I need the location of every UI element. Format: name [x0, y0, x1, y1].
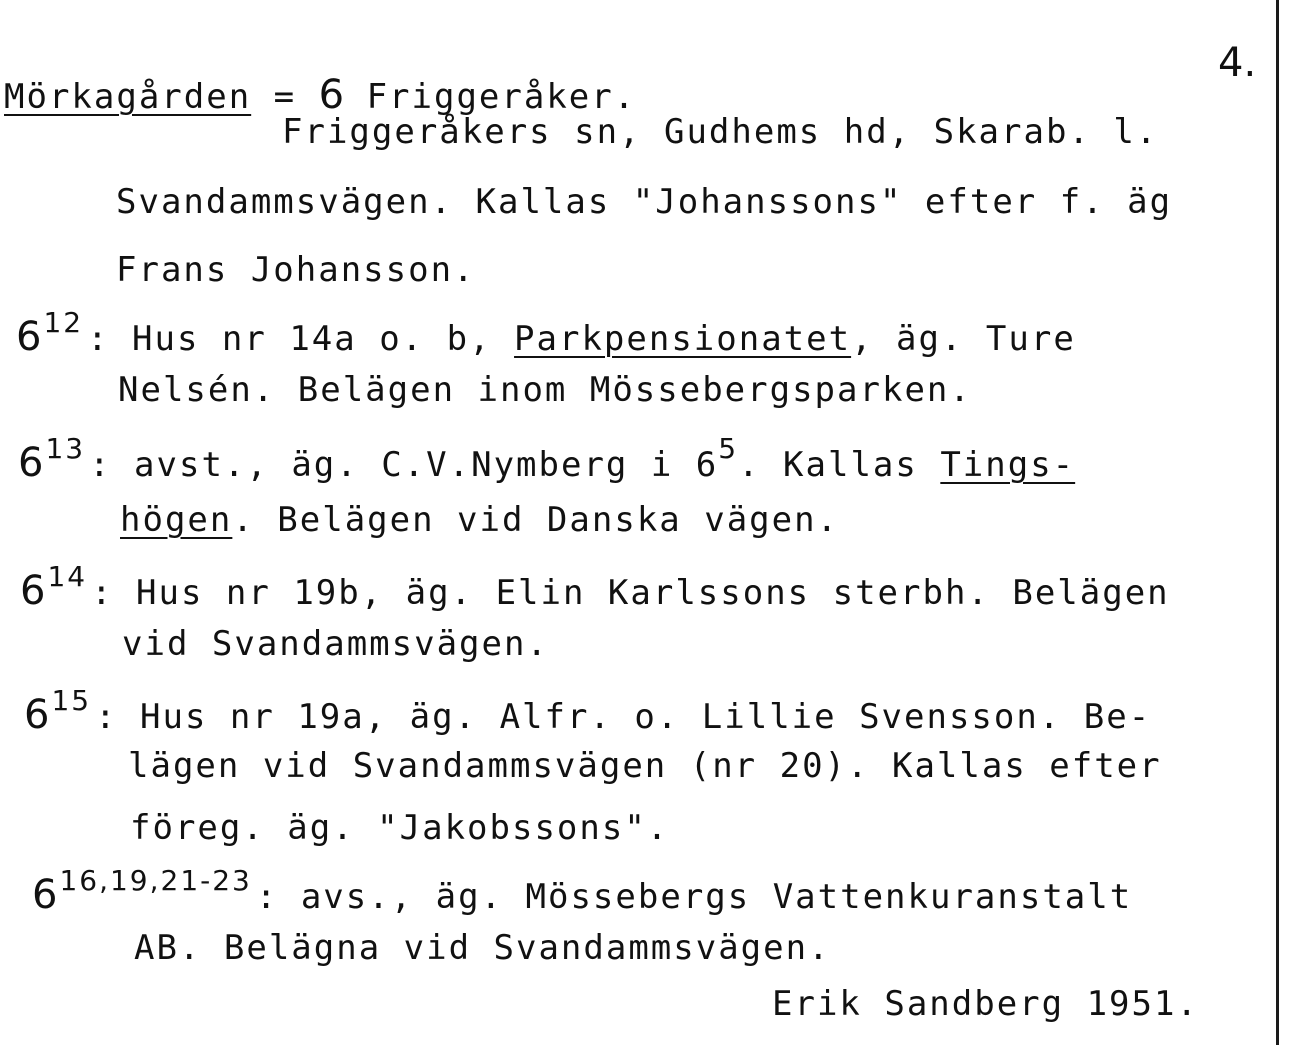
place-name: Mörkagården: [4, 77, 252, 117]
entry-lot-14: $6^{14}$ : Hus nr 19b, äg. Elin Karlssons sterbh. Belägen: [20, 560, 1170, 614]
entry-underlined-name: högen: [120, 500, 233, 540]
lot-number: 6: [24, 692, 52, 738]
entry-text: Hus nr 14a o. b,: [132, 319, 515, 359]
entry-lot-15: $6^{15}$ : Hus nr 19a, äg. Alfr. o. Lillie Svensson. Be-: [24, 684, 1152, 738]
lot-superscript: 15: [51, 684, 92, 717]
parcel-name: Friggeråker.: [366, 77, 637, 117]
entry-15-line-3: föreg. äg. "Jakobssons".: [130, 808, 670, 848]
equals-sign: =: [273, 77, 297, 117]
lot-number: 6: [32, 872, 60, 918]
entry-text: . Kallas: [738, 445, 941, 485]
entry-14-line-2: vid Svandammsvägen.: [122, 624, 549, 664]
card-edge-line: [1276, 0, 1279, 1045]
lot-superscript: 12: [43, 306, 84, 339]
parcel-number: 6: [318, 72, 345, 118]
intro-line-2: Frans Johansson.: [116, 250, 476, 290]
entry-16-line-2: AB. Belägna vid Svandammsvägen.: [134, 928, 831, 968]
card-number: 4.: [1218, 40, 1257, 86]
entry-underlined-name: Parkpensionatet: [514, 319, 852, 359]
lot-superscript: 14: [47, 560, 88, 593]
lot-superscript: 16,19,21-23: [59, 864, 252, 897]
entry-text: . Belägen vid Danska vägen.: [232, 500, 840, 540]
entry-text: avst., äg. C.V.Nymberg i 6: [134, 445, 719, 485]
entry-15-line-2: lägen vid Svandammsvägen (nr 20). Kallas efter: [128, 746, 1162, 786]
entry-12-line-2: Nelsén. Belägen inom Mössebergsparken.: [118, 370, 972, 410]
location-line: Friggeråkers sn, Gudhems hd, Skarab. l.: [282, 112, 1159, 152]
lot-number: 6: [16, 314, 44, 360]
lot-number: 6: [20, 568, 48, 614]
reference-superscript: 5: [718, 432, 739, 465]
lot-number: 6: [18, 440, 46, 486]
lot-superscript: 13: [45, 432, 86, 465]
entry-text: Hus nr 19a, äg. Alfr. o. Lillie Svensson. Be-: [140, 697, 1152, 737]
entry-text: Hus nr 19b, äg. Elin Karlssons sterbh. Belägen: [136, 573, 1170, 613]
entry-lot-13: $6^{13}$ : avst., äg. C.V.Nymberg i $6^5$. Kallas Tings-: [18, 432, 1076, 486]
entry-text: avs., äg. Mössebergs Vattenkuranstalt: [300, 877, 1133, 917]
signature: Erik Sandberg 1951.: [772, 984, 1199, 1024]
entry-lot-12: $6^{12}$ : Hus nr 14a o. b, Parkpensionatet, äg. Ture: [16, 306, 1076, 360]
entry-13-line-2: [120, 500, 839, 540]
entry-underlined-name: Tings-: [940, 445, 1076, 485]
intro-line-1: Svandammsvägen. Kallas "Johanssons" efter f. äg: [116, 182, 1173, 222]
entry-text: , äg. Ture: [851, 319, 1076, 359]
entry-lot-16-23: 6$^{16,19,21-23}$ : avs., äg. Mössebergs Vattenkuranstalt: [32, 864, 1133, 918]
